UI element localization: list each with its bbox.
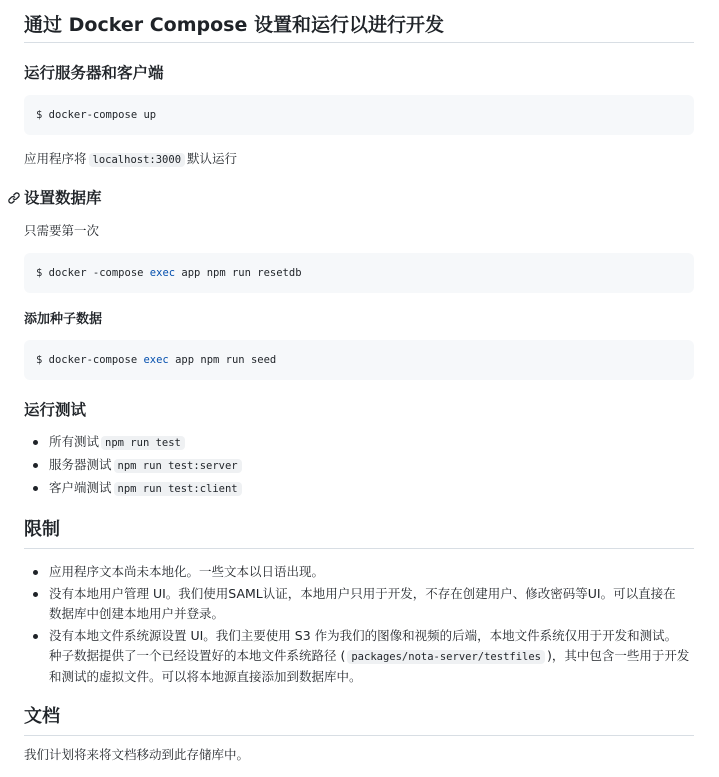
test-label: 服务器测试 bbox=[49, 457, 112, 472]
docs-divider bbox=[24, 735, 694, 736]
limitation-text: 应用程序文本尚未本地化。一些文本以日语出现。 bbox=[49, 564, 325, 579]
limitation-text: 没有本地文件系统源设置 UI。我们主要使用 S3 作为我们的图像和视频的后端，本地文件系统仅用于开发和测试。 bbox=[49, 628, 678, 643]
limitation-text: 种子数据提供了一个已经设置好的本地文件系统路径 ( bbox=[49, 648, 346, 663]
limitation-text: 数据库中创建本地用户并登录。 bbox=[49, 606, 225, 621]
test-code: npm run test:client bbox=[114, 482, 242, 496]
note-before: 应用程序将 bbox=[24, 151, 87, 166]
docs-text: 我们计划将来将文档移动到此存储库中。 bbox=[24, 747, 250, 762]
docs-heading: 文档 bbox=[24, 706, 60, 727]
list-item bbox=[24, 478, 244, 499]
resetdb-cmd-prefix: $ docker -compose bbox=[36, 267, 150, 279]
database-note: 只需要第一次 bbox=[24, 223, 100, 238]
test-code: npm run test:server bbox=[114, 459, 242, 473]
resetdb-cmd-suffix: app npm run resetdb bbox=[175, 267, 302, 279]
resetdb-cmd-exec: exec bbox=[149, 267, 176, 279]
seed-command bbox=[36, 351, 276, 369]
seed-heading: 添加种子数据 bbox=[24, 312, 103, 327]
docker-up-command: $ docker-compose up bbox=[36, 109, 157, 121]
list-item bbox=[24, 432, 244, 453]
limitation-text: 没有本地用户管理 UI。我们使用SAML认证，本地用户只用于开发，不存在创建用户、修改密码等UI。可以直接在 bbox=[49, 586, 676, 601]
limitations-divider bbox=[24, 548, 694, 549]
database-heading: 设置数据库 bbox=[24, 189, 102, 207]
list-item bbox=[24, 562, 689, 582]
seed-cmd-suffix: app npm run seed bbox=[168, 354, 277, 366]
tests-heading: 运行测试 bbox=[24, 401, 87, 419]
resetdb-command bbox=[36, 264, 302, 282]
list-item bbox=[24, 626, 689, 687]
title-divider bbox=[24, 42, 694, 43]
limitations-heading: 限制 bbox=[24, 519, 60, 540]
list-item bbox=[24, 455, 244, 476]
run-server-note bbox=[24, 149, 237, 170]
limitations-list bbox=[24, 562, 689, 687]
page-title: 通过 Docker Compose 设置和运行以进行开发 bbox=[24, 14, 444, 36]
tests-list bbox=[24, 432, 244, 499]
limitation-text: )，其中包含一些用于开发 bbox=[547, 648, 690, 663]
test-label: 客户端测试 bbox=[49, 480, 112, 495]
limitation-text: 和测试的虚拟文件。可以将本地源直接添加到数据库中。 bbox=[49, 669, 362, 684]
testfiles-path-code: packages/nota-server/testfiles bbox=[347, 650, 545, 664]
test-code: npm run test bbox=[101, 436, 185, 450]
list-item bbox=[24, 584, 689, 624]
seed-cmd-prefix: $ docker-compose bbox=[36, 354, 144, 366]
test-label: 所有测试 bbox=[49, 434, 100, 449]
run-server-heading: 运行服务器和客户端 bbox=[24, 64, 164, 82]
localhost-code: localhost:3000 bbox=[89, 153, 186, 167]
seed-code-block[interactable] bbox=[24, 340, 694, 380]
note-after: 默认运行 bbox=[187, 151, 238, 166]
seed-cmd-exec: exec bbox=[143, 354, 169, 366]
link-icon[interactable] bbox=[7, 191, 21, 205]
resetdb-code-block[interactable] bbox=[24, 253, 694, 293]
docker-up-code-block[interactable] bbox=[24, 95, 694, 135]
